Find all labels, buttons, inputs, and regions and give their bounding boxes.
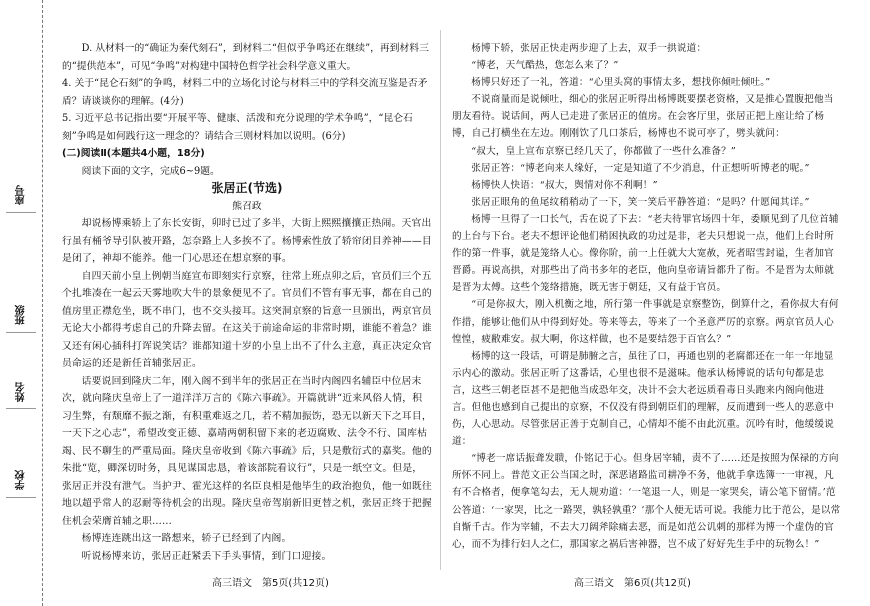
paragraph: 杨博一旦得了一口长气，舌在说了下去：“老夫待罪官场四十年，委顺见到了几位首辅的上台与下台。老夫不想评论他们稍困执政的功过是非，老夫只想说一点，他们上台时所作的第一件事，就是笼络人心。像你阶，前一上任就大大宽赦，死者昭雪封谥，生者加官晋爵。再说高拱，对那些出了尚书多年的老臣，他向皇帝请旨都升了衔。不是晋为太师就是晋为太傅。这些个笼络措施，既无害于朝廷，又有益于官员。 — [452, 213, 839, 294]
paragraph: “可是你叔大，刚入机衡之地，所行第一件事就是京察整饬，倒算什之，看你叔大有何作措，能够让他们从中得到好处。等来等去，等来了一个圣意严厉的京察。两京官员人心惶惶，疲敝难安。叔大啊，你这样做，也不是要结怨于百官么？” — [452, 299, 839, 345]
school-label: 学校 — [16, 470, 27, 490]
question-4: 4. 关于“昆仑石刻”的争鸣，材料二中的立场化讨论与材料三中的学科交流互鉴是否矛盾？请谈谈你的理解。(4分) — [62, 78, 428, 107]
seat-label: 座号 — [16, 185, 27, 205]
paragraph: 却说杨博乘轿上了东长安街，卯时已过了多半，大街上熙熙攘攘正热闹。天官出行虽有桶爷导引队被开路，怎奈路上人多挨不了。杨博索性放了轿帘闭目养神——目是闭了，神却不能养。他一门心思还在想京察的事。 — [62, 218, 432, 264]
paragraph: 杨博快人快语：“叔大，舆情对你不利啊！” — [471, 179, 658, 191]
paragraph: 话要说回到隆庆二年，刚入阁不到半年的张居正在当时内阁四名辅臣中位居末次，就向隆庆皇帝上了一道洋洋万言的《陈六事疏》。开篇就讲“近来风俗人情，积习生弊，有颓靡不振之渐，有积重难返之几，若不精加振饬，恐无以新天下之耳目，一天下之心志”，希望改变正德、嘉靖两朝积留下来的老迈腐败、法令不行、国库枯竭、民不聊生的严重局面。隆庆皇帝收到《陈六事疏》后，只是敷衍式的嘉奖。他的朱批“览，卿深切时务，具见谋国忠恳，着该部院看议行”，只是一纸空文。但是，张居正并没有泄气。当护尹、霍光这样的名臣良相是他毕生的政治抱负，他一如既往地以超乎常人的忍耐等待机会的出现。隆庆皇帝驾崩新旧更替之机，张居正终于把握住机会荣膺首辅之职…… — [62, 375, 432, 527]
binding-gutter — [0, 0, 48, 606]
page-number: 高三语文 第6页(共12页) — [574, 578, 691, 589]
paragraph: “叔大，皇上宣布京察已经几天了，你都做了一些什么准备？” — [471, 145, 737, 157]
field-line — [6, 408, 36, 409]
option-d: D. 从材料一的“确证为秦代刻石”，到材料二“但似乎争鸣还在继续”，再到材料三的“提供范本”，可见“争鸣”对构建中国特色哲学社会科学意义重大。 — [62, 43, 429, 72]
paragraph: 听说杨博来访，张居正赶紧丢下手头事情，到门口迎接。 — [81, 550, 332, 562]
left-page — [62, 40, 432, 565]
paragraph: “博老，天气酷热，您怎么来了？” — [471, 60, 619, 72]
field-line — [6, 212, 36, 213]
passage-author: 熊召政 — [232, 200, 262, 212]
paragraph: 杨博连连跳出这一路想来，轿子已经到了内阁。 — [81, 533, 292, 544]
page-number: 高三语文 第5页(共12页) — [212, 578, 329, 589]
paragraph: “博老一席话振聋发聩，仆铭记于心。但身居宰辅，责不了……还是按照为保禄的方向所怀不同上。普范文正公当国之时，深恶诸路监司耕净不务，他就手拿选簿一一审视，凡有不合格者，便拿笔勾去，无人规劝道：‘一笔退一人，则是一家哭矣，请公笔下留情。’范公答道：‘一家哭，比之一路哭，孰轻孰重？’那个人便无话可说。我能力比于范公，是以常自惭千古。作为宰辅，不去大刀阔斧除痛去恶，而是如范公讥刺的那样为博一个虚伪的官心，而不为排行妇人之仁，那国家之祸后害神器，岂不成了好好先生手中的玩物么！” — [452, 453, 841, 550]
section-heading: (二)阅读Ⅱ(本题共4小题，18分) — [62, 148, 205, 159]
instruction: 阅读下面的文字，完成6~9题。 — [81, 165, 220, 177]
paragraph: 杨博只好还了一礼，答道：“心里头窝的事情太多，想找你倾吐倾吐。” — [471, 77, 771, 89]
paragraph: 张居正眼角的鱼尾纹稍稍动了一下，笑一笑后平静答道：“是吗？什愿闻其详。” — [471, 196, 810, 208]
class-label: 班级 — [16, 305, 27, 325]
name-label: 姓名 — [16, 382, 27, 402]
paragraph: 自四天前小皇上例朝当庭宣布即刻实行京察，往常上班点卯之后，官员们三个五个扎堆凑在一起云天雾地吹大牛的景象便见不了。官员们不管有事无事，都在自己的值房里正襟危坐，既不串门，也不交头接耳。这突洞京察的旨意一旦颁出，两京官员无论大小都得考虑自己的升降去留。在这关于前途命运的非常时期，谁能不着急？谁又还有闲心插科打诨说笑话？谁都知道十岁的小皇上出不了什么主意，真正决定众官员命运的还是新任首辅张居正。 — [62, 270, 432, 369]
paragraph: 杨博的这一段话，可谓是肺腑之言，虽往了口，再通也别的老腐都还在一年一年地显示内心的激动。张居正听了这番话，心里也很不是滋味。他承认杨博说的话句句都是忠言，这些三朝老臣甚不是把他当成恐年交，决计不会大老远质看毒日头跑来内阁向他进言。但他也感到自己提出的京察，不仅没有得到朝臣们的理解，反而遭到一些人的恶意中伤，人心思动。尽管张居正善于克制自己，心情却不能不由此沉重。沉吟有时，他缓缓说道： — [452, 350, 834, 448]
passage-title: 张居正(节选) — [211, 181, 283, 195]
paragraph: 杨博下轿，张居正快走两步迎了上去，双手一拱说道： — [471, 43, 707, 54]
cut-line — [42, 0, 44, 606]
field-line — [6, 332, 36, 333]
column-divider — [440, 30, 441, 570]
footer-right — [574, 574, 691, 589]
footer-left — [212, 574, 329, 589]
right-page — [452, 40, 842, 553]
question-5: 5. 习近平总书记指出要“开展平等、健康、活泼和充分说理的学术争鸣”，“昆仑石刻”争鸣是如何践行这一理念的？请结合三则材料加以说明。(6分) — [62, 113, 413, 142]
field-line — [6, 497, 36, 498]
paragraph: 不说商量而是说倾吐，细心的张居正听得出杨博既要摆老资格，又是推心置腹把他当朋友看待。说话间，两人已走进了张居正的值房。在会客厅里，张居正把上座让给了杨博，自己打横坐在左边。刚刚饮了几口茶后，杨博也不说可亭了，劈头就问： — [452, 94, 834, 140]
paragraph: 张居正答：“博老向来人缘好，一定是知道了不少消息，什正想听听博老的呢。” — [471, 162, 810, 174]
